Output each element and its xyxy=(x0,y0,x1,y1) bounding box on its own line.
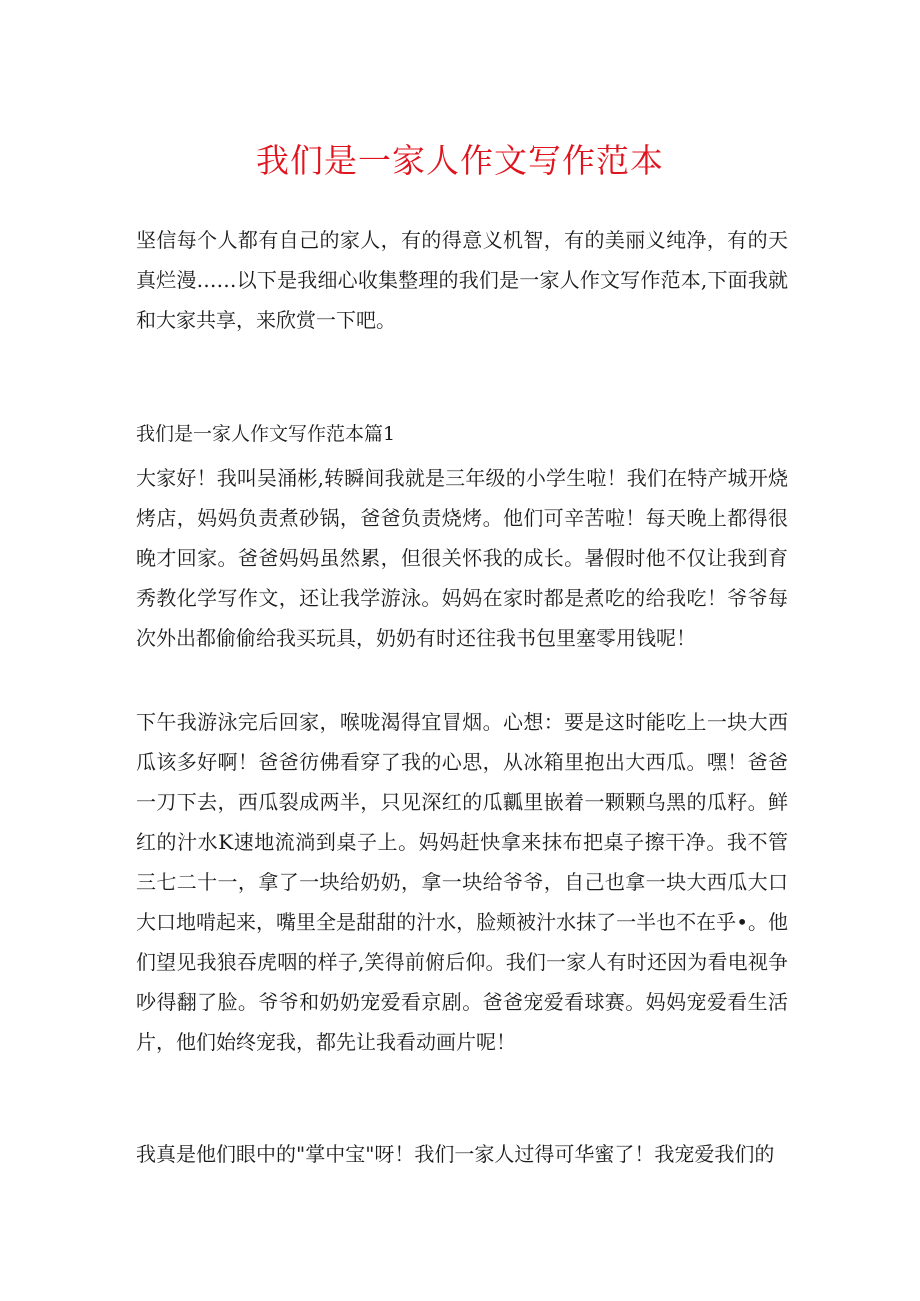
document-title: 我们是一家人作文写作范本 xyxy=(256,141,664,180)
intro-paragraph: 坚信每个人都有自己的家人，有的得意义机智，有的美丽义纯净，有的天真烂漫……以下是我细心收集整理的我们是一家人作文写作范本,下面我就和大家共享，来欣赏一下吧。 xyxy=(136,228,788,332)
section-heading: 我们是一家人作文写作范本篇1 xyxy=(136,423,396,445)
body-paragraph: 我真是他们眼中的"掌中宝"呀！我们一家人过得可华蜜了！我宠爱我们的 xyxy=(136,1142,775,1166)
body-paragraph: 大家好！我叫吴涌彬,转瞬间我就是三年级的小学生啦！我们在特产城开烧烤店，妈妈负责煮砂锅，爸爸负责烧烤。他们可辛苦啦！每天晚上都得很晚才回家。爸爸妈妈虽然累，但很关怀我的成长。暑假时他不仅让我到育秀教化学写作文，还让我学游泳。妈妈在家时都是煮吃的给我吃！爷爷每次外出都偷偷给我买玩具，奶奶有时还往我书包里塞零用钱呢！ xyxy=(136,466,788,650)
body-paragraph: 下午我游泳完后回家，喉咙渴得宜冒烟。心想：要是这时能吃上一块大西瓜该多好啊！爸爸彷佛看穿了我的心思，从冰箱里抱出大西瓜。嘿！爸爸一刀下去，西瓜裂成两半，只见深红的瓜瓤里嵌着一颗颗乌黑的瓜籽。鲜红的汁水K速地流淌到桌子上。妈妈赶快拿来抹布把桌子擦干净。我不管三七二十一，拿了一块给奶奶，拿一块给爷爷，自己也拿一块大西瓜大口大口地啃起来，嘴里全是甜甜的汁水，脸颊被汁水抹了一半也不在乎•。他们望见我狼吞虎咽的样子,笑得前俯后仰。我们一家人有时还因为看电视争吵得翻了脸。爷爷和奶奶宠爱看京剧。爸爸宠爱看球赛。妈妈宠爱看生活片，他们始终宠我，都先让我看动画片呢！ xyxy=(136,710,788,1054)
